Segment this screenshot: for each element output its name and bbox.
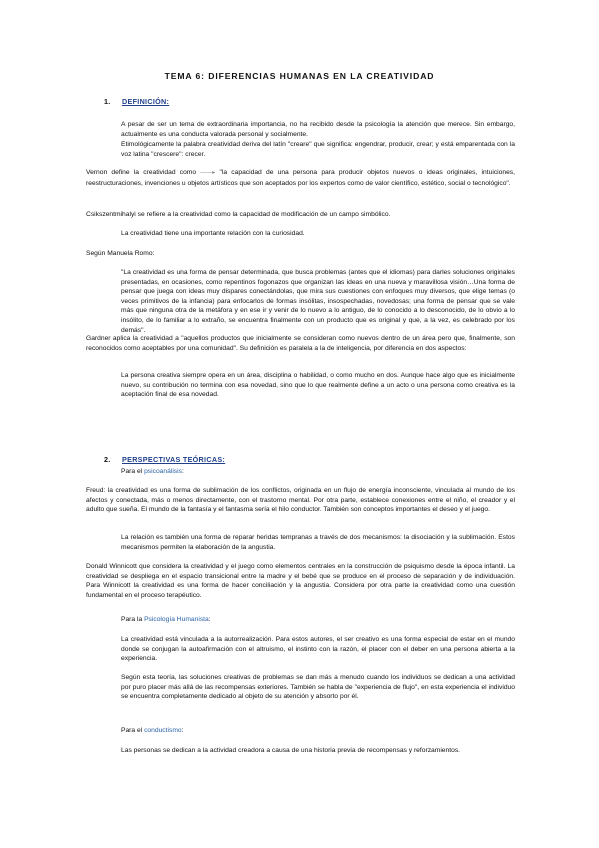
paragraph-etimologia: Etimológicamente la palabra creatividad deriva del latín "creare" que significa: engendrar, producir, crear; y está emparentada con la voz latina "crescere": crecer. — [121, 141, 515, 158]
section-heading-perspectivas — [104, 455, 225, 465]
romo-quote: "La creatividad es una forma de pensar determinada, que busca problemas (antes que el idiomas) para darles soluciones originales presentadas, en ocasiones, como repentinos fogonazos que organizan las ideas en una nueva y maravillosa visión…Una forma de pensar que juega con ideas muy dispares conectándolas, que mira sus cuestiones con enfoques muy diversos, que elige temas (o veces primitivos de la infancia) para enfocarlos de formas insólitas, insospechadas, novedosas; una forma de pensar que se vale más que ninguna otra de la metáfora y en ese ir y venir de lo nuevo a lo antiguo, de lo conocido a lo desconocido, de lo obvio a lo insólito, de lo familiar a lo extraño, se encuentra finalmente con un producto que es original y que, a la vez, es celebrado por los demás". — [121, 269, 515, 334]
vernon-intro: Vernon define la creatividad como — [86, 169, 197, 176]
paragraph-gardner: Gardner aplica la creatividad a "aquellos productos que inicialmente se consideran como nuevos dentro de un área pero que, finalmente, son reconocidos como aceptables por una comunidad". Su definición es paralela a la de inteligencia, por diferencia en dos aspectos: — [86, 335, 515, 352]
paragraph-winnicott: Donald Winnicott que considera la creatividad y el juego como elementos centrales en la construcción de psiquismo desde la época infantil. La creatividad se despliega en el espacio transicional entre la madre y el bebé que se produce en el proceso de separación y de individuación. Para Winnicott la creatividad es una forma de hacer conciliación y la angustia. Considera por otra parte la creatividad como una cuestión fundamental en el proceso terapéutico. — [86, 563, 515, 599]
paragraph-vernon — [86, 168, 515, 188]
romo-intro: Según Manuela Romo: — [86, 250, 155, 257]
section-number: 2. — [104, 455, 111, 464]
paragraph-mecanismos: La relación es también una forma de reparar heridas tempranas a través de dos mecanismos: la disociación y la sublimación. Estos mecanismos permiten la elaboración de la angustia. — [121, 534, 515, 551]
vernon-definition: "la capacidad de una persona para producir objetos nuevos o ideas originales, intuiciones, reestructuraciones, invenciones u objetos artísticos que son aceptados por los expertos como de valor científico, estético, social o tecnológico". — [86, 169, 516, 187]
humanista-term: Psicología Humanista — [144, 616, 209, 623]
section-title: PERSPECTIVAS TEÓRICAS: — [122, 455, 226, 464]
section-number: 1. — [104, 97, 111, 106]
paragraph-csikszentmihalyi: Csikszentmihalyi se refiere a la creatividad como la capacidad de modificación de un campo simbólico. — [86, 211, 391, 218]
paragraph-autorrealizacion: La creatividad está vinculada a la autorrealización. Para estos autores, el ser creativo es una forma especial de estar en el mundo donde se conjugan la autoafirmación con el altruismo, el instinto con la razón, el placer con el deber en una persona abierta a la experiencia. — [121, 636, 515, 663]
gardner-detail: La persona creativa siempre opera en un área, disciplina o habilidad, o como mucho en dos. Aunque hace algo que es inicialmente nuevo, su contribución no termina con esa novedad, sino que lo que realmente define a un acto o una persona como creativa es la aceptación final de esa novedad. — [121, 372, 515, 399]
paragraph-curiosidad: La creatividad tiene una importante relación con la curiosidad. — [121, 230, 305, 237]
paragraph-flujo: Según esta teoría, las soluciones creativas de problemas se dan más a menudo cuando los individuos se dedican a una actividad por puro placer más allá de las recompensas exteriores. También se habla de "experiencia de flujo", en esta experiencia el individuo se encuentra completamente dedicado al objeto de su atención y absorto por él. — [121, 674, 515, 701]
section-title: DEFINICIÓN: — [122, 97, 170, 106]
arrow-right-icon: ——▸ — [200, 170, 216, 176]
paragraph-freud: Freud: la creatividad es una forma de sublimación de los conflictos, originada en un flujo de energía inconsciente, vinculada al mundo de los afectos y conectada, más o menos directamente, con el trastorno mental. Por otra parte, establece conexiones entre el niño, el creador y el adulto que sueña. El mundo de la fantasía y el fantasma sería el hilo conductor. También son conceptos importantes el deseo y el juego. — [86, 487, 515, 514]
document-title: TEMA 6: DIFERENCIAS HUMANAS EN LA CREATIVIDAD — [164, 71, 435, 81]
section-heading-definicion — [104, 97, 169, 107]
subheading-psicoanalisis: Para el psicoanálisis: — [121, 468, 184, 475]
paragraph-conductismo: Las personas se dedican a la actividad creadora a causa de una historia previa de recompensas y reforzamientos. — [121, 747, 461, 754]
conductismo-term: conductismo — [144, 727, 182, 734]
subheading-conductismo: Para el conductismo: — [121, 727, 184, 734]
psicoanalisis-term: psicoanálisis — [144, 468, 182, 475]
paragraph-importancia: A pesar de ser un tema de extraordinaria importancia, no ha recibido desde la psicología la atención que merece. Sin embargo, actualmente es una conducta valorada personal y socialmente. — [121, 121, 515, 138]
subheading-humanista: Para la Psicología Humanista: — [121, 616, 211, 623]
